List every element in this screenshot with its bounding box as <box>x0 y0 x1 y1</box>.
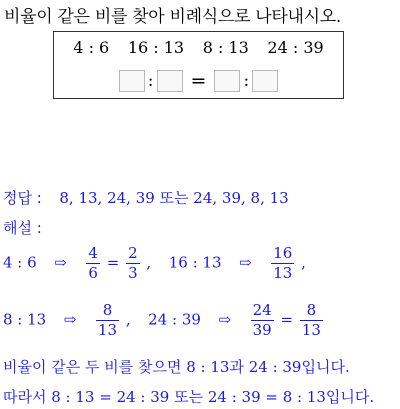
fraction-numerator: 4 <box>88 244 98 262</box>
fraction-8-13-result <box>300 303 323 338</box>
fraction-8-13 <box>96 303 119 338</box>
fraction-denominator: 13 <box>273 264 293 282</box>
ratio-4-6: 4 : 6 <box>3 253 37 272</box>
colon-symbol: : <box>243 71 250 91</box>
comma-separator: , <box>125 310 131 329</box>
fraction-numerator: 16 <box>273 244 293 262</box>
question-text: 비율이 같은 비를 찾아 비례식으로 나타내시오. <box>4 7 341 27</box>
answer-line <box>3 187 289 208</box>
answer-label: 정답 : <box>3 189 42 207</box>
answer-blank-3[interactable] <box>214 70 240 92</box>
ratio-16-13: 16 : 13 <box>168 253 222 272</box>
answer-blank-4[interactable] <box>252 70 278 92</box>
ratio-item-2: 16 : 13 <box>127 38 185 57</box>
ratio-item-3: 8 : 13 <box>202 38 249 57</box>
arrow-icon: ⇨ <box>239 253 252 272</box>
ratio-24-39: 24 : 39 <box>148 310 201 329</box>
equals-symbol: = <box>190 70 207 92</box>
fraction-numerator: 2 <box>128 244 138 262</box>
fraction-2-3 <box>126 246 140 281</box>
explanation-row-2 <box>3 303 325 338</box>
ratio-item-1: 4 : 6 <box>73 38 110 57</box>
explanation-label: 해설 : <box>3 219 42 237</box>
arrow-icon: ⇨ <box>218 310 232 329</box>
explanation-sentence-1: 비율이 같은 두 비를 찾으면 8 : 13과 24 : 39입니다. <box>3 358 350 376</box>
ratio-item-4: 24 : 39 <box>267 38 324 57</box>
fraction-denominator: 13 <box>97 321 118 339</box>
equals-symbol: = <box>106 253 120 272</box>
explanation-sentence-2: 따라서 8 : 13 = 24 : 39 또는 24 : 39 = 8 : 13입니다. <box>3 388 375 406</box>
fraction-16-13 <box>271 246 294 281</box>
answer-blank-1[interactable] <box>119 70 145 92</box>
fraction-denominator: 39 <box>252 321 272 339</box>
fraction-24-39 <box>251 303 274 338</box>
comma-separator: , <box>146 253 152 272</box>
ratio-list <box>54 38 343 57</box>
fraction-denominator: 13 <box>301 321 321 339</box>
answer-value: 8, 13, 24, 39 또는 24, 39, 8, 13 <box>59 189 289 207</box>
explanation-row-1 <box>3 246 306 281</box>
answer-blank-2[interactable] <box>157 70 183 92</box>
colon-symbol: : <box>147 71 154 91</box>
fraction-denominator: 3 <box>128 264 138 282</box>
question-box <box>53 31 344 99</box>
arrow-icon: ⇨ <box>63 310 77 329</box>
fraction-denominator: 6 <box>88 264 98 282</box>
comma-separator: , <box>301 253 306 272</box>
proportion-blanks <box>54 70 343 92</box>
ratio-8-13: 8 : 13 <box>3 310 47 329</box>
fraction-numerator: 8 <box>306 301 317 319</box>
arrow-icon: ⇨ <box>54 253 67 272</box>
fraction-numerator: 24 <box>252 301 272 319</box>
fraction-4-6 <box>86 246 100 281</box>
fraction-numerator: 8 <box>102 301 113 319</box>
equals-symbol: = <box>280 310 294 329</box>
